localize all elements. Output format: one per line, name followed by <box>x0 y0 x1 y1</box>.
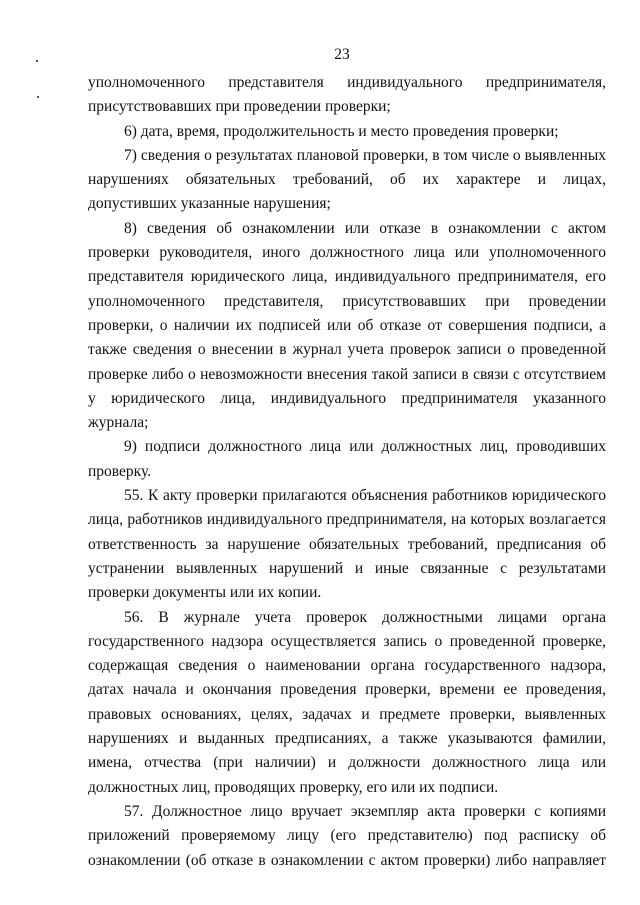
list-item-8: 8) сведения об ознакомлении или отказе в ознакомлении с актом проверки руководителя, иного должностного лица или уполномоченного представителя юридического лица, индивидуального предпринимателя, его уполномоченного представителя, присутствовавших при проведении проверки, о наличии их подписей или об отказе от совершения подписи, а также сведения о внесении в журнал учета проверок записи о проведенной проверке либо о невозможности внесения такой записи в связи с отсутствием у юридического лица, индивидуального предпринимателя указанного журнала; <box>88 219 606 432</box>
page-number: 23 <box>334 46 350 63</box>
clause-56: 56. В журнале учета проверок должностными лицами органа государственного надзора осуществляется запись о проведенной проверке, содержащая сведения о наименовании органа государственного надзора, датах начала и окончания проведения проверки, времени ее проведения, правовых основаниях, целях, задачах и предмете проверки, выявленных нарушениях и выданных предписаниях, а также указываются фамилии, имена, отчества (при наличии) и должности должностного лица или должностных лиц, проводящих проверку, его или их подписи. <box>88 608 606 796</box>
scan-speck <box>37 96 39 98</box>
document-body <box>88 71 606 873</box>
list-item-7: 7) сведения о результатах плановой проверки, в том числе о выявленных нарушениях обязательных требований, об их характере и лицах, допустивших указанные нарушения; <box>88 146 606 213</box>
list-item-9: 9) подписи должностного лица или должностных лиц, проводивших проверку. <box>88 438 606 480</box>
list-item-6: 6) дата, время, продолжительность и место проведения проверки; <box>124 122 559 140</box>
clause-55: 55. К акту проверки прилагаются объяснения работников юридического лица, работников индивидуального предпринимателя, на которых возлагается ответственность за нарушение обязательных требований, предписания об устранении выявленных нарушений и иные связанные с результатами проверки документы или их копии. <box>88 487 606 602</box>
paragraph-continuation: уполномоченного представителя индивидуального предпринимателя, присутствовавших при проведении проверки; <box>88 74 606 116</box>
clause-57: 57. Должностное лицо вручает экземпляр акта проверки с копиями приложений проверяемому лицу (его представителю) под расписку об ознакомлении (об отказе в ознакомлении с актом проверки) либо направляет <box>88 802 606 869</box>
